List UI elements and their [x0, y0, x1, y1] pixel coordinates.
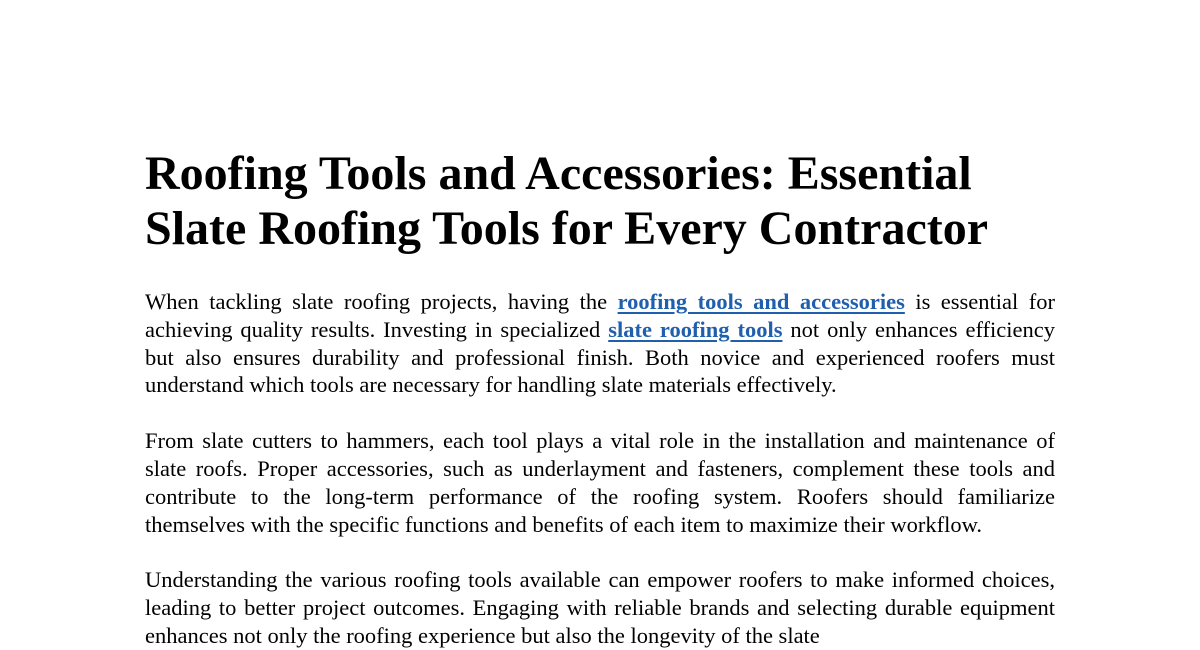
- intro-text-middle: is essential for achieving quality results. Investing in specialized: [145, 289, 1055, 342]
- intro-text-start: When tackling slate roofing projects, having the: [145, 289, 618, 314]
- slate-roofing-tools-link[interactable]: slate roofing tools: [608, 316, 783, 342]
- understanding-paragraph: Understanding the various roofing tools available can empower roofers to make informed choices, leading to better project outcomes. Engaging with reliable brands and selecting durable equipment enhances not only the roofing experience but also the longevity of the slate: [145, 567, 1055, 648]
- roofing-tools-accessories-link[interactable]: roofing tools and accessories: [617, 289, 905, 314]
- article-title: Roofing Tools and Accessories: Essential Slate Roofing Tools for Every Contractor: [145, 147, 989, 255]
- intro-text-end: not only enhances efficiency but also ensures durability and professional finish. Both novice and experienced roofers must understand which tools are necessary for handling slate materials effectively.: [145, 316, 1055, 398]
- tools-paragraph: From slate cutters to hammers, each tool plays a vital role in the installation and maintenance of slate roofs. Proper accessories, such as underlayment and fasteners, complement these tools and contribute to the long-term performance of the roofing system. Roofers should familiarize themselves with the specific functions and benefits of each item to maximize their workflow.: [145, 428, 1055, 537]
- intro-paragraph: [145, 288, 1055, 399]
- article-body: [145, 146, 1055, 650]
